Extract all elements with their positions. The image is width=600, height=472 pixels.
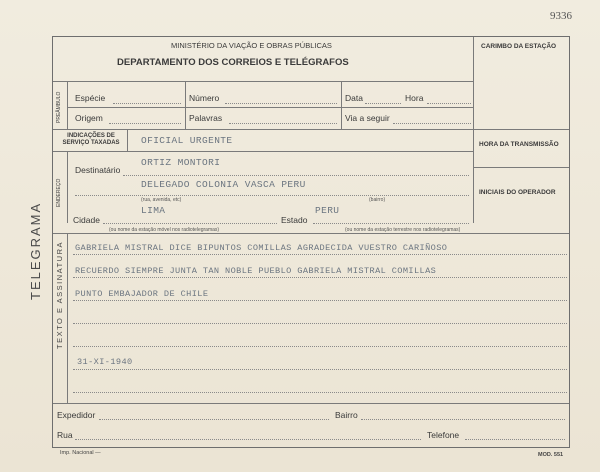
- text-top-rule: [53, 233, 569, 234]
- text-rule-4: [73, 323, 567, 324]
- text-rule-6: [73, 369, 567, 370]
- cidade-label: Cidade: [73, 215, 100, 225]
- bairro-line: [361, 419, 565, 420]
- palavras-line: [229, 123, 337, 124]
- numero-line: [225, 103, 337, 104]
- archive-number: 9336: [550, 10, 572, 22]
- note-rua: (rua, avenida, etc): [141, 197, 182, 203]
- expedidor-line: [99, 419, 329, 420]
- origem-line: [109, 123, 181, 124]
- imprint: Imp. Nacional —: [60, 450, 101, 456]
- address-line-2: [75, 195, 469, 196]
- service-label-divider: [127, 129, 128, 151]
- preamble-col-divider-1: [185, 81, 186, 129]
- especie-label: Espécie: [75, 93, 106, 103]
- right-column-divider: [473, 37, 474, 223]
- department-title: DEPARTAMENTO DOS CORREIOS E TELÉGRAFOS: [117, 57, 349, 68]
- model-number: MOD. 551: [538, 452, 564, 458]
- destinatario-value: ORTIZ MONTORI: [141, 157, 221, 168]
- transmission-label: HORA DA TRANSMISSÃO: [479, 141, 559, 148]
- operator-label: INICIAIS DO OPERADOR: [479, 189, 556, 196]
- preamble-mid-rule: [67, 107, 473, 108]
- side-label-telegrama: TELEGRAMA: [28, 201, 43, 300]
- address-side-rule: [67, 151, 68, 223]
- hora-line: [427, 103, 471, 104]
- via-seguir-label: Via a seguir: [345, 113, 390, 123]
- text-rule-7: [73, 392, 567, 393]
- address-side-label: ENDEREÇO: [56, 178, 62, 207]
- form-frame: [52, 36, 570, 448]
- address-line-2-value: DELEGADO COLONIA VASCA PERU: [141, 179, 306, 190]
- stamp-box-label: CARIMBO DA ESTAÇÃO: [481, 43, 557, 50]
- numero-label: Número: [189, 93, 220, 103]
- origem-label: Origem: [75, 113, 103, 123]
- ministry-title: MINISTÉRIO DA VIAÇÃO E OBRAS PÚBLICAS: [171, 41, 332, 50]
- text-rule-2: [73, 277, 567, 278]
- estado-label: Estado: [281, 215, 308, 225]
- bairro-label: Bairro: [335, 410, 358, 420]
- preamble-side-rule: [67, 81, 68, 129]
- text-side-label: TEXTO E ASSINATURA: [55, 241, 64, 349]
- message-line-1: GABRIELA MISTRAL DICE BIPUNTOS COMILLAS AGRADECIDA VUESTRO CARIÑOSO: [75, 243, 448, 253]
- operator-box-rule: [473, 167, 569, 168]
- rua-line: [75, 439, 421, 440]
- estado-line: [313, 223, 469, 224]
- rua-label: Rua: [57, 430, 73, 440]
- expedidor-label: Expedidor: [57, 410, 96, 420]
- message-date: 31-XI-1940: [77, 357, 133, 367]
- address-top-rule: [53, 151, 473, 152]
- service-label: INDICAÇÕES DE SERVIÇO TAXADAS: [62, 133, 120, 146]
- city-value: LIMA: [141, 205, 166, 216]
- note-estado: (ou nome da estação terrestre nos radiotelegramas): [345, 227, 461, 233]
- destinatario-label: Destinatário: [75, 165, 121, 175]
- text-rule-5: [73, 346, 567, 347]
- text-side-rule: [67, 233, 68, 403]
- service-typed-value: OFICIAL URGENTE: [141, 135, 233, 146]
- text-rule-3: [73, 300, 567, 301]
- destinatario-line: [123, 175, 469, 176]
- hora-label: Hora: [405, 93, 424, 103]
- sender-top-rule: [53, 403, 569, 404]
- cidade-line: [103, 223, 277, 224]
- palavras-label: Palavras: [189, 113, 223, 123]
- service-top-rule: [53, 129, 569, 130]
- preamble-col-divider-2: [341, 81, 342, 129]
- data-line: [365, 103, 401, 104]
- message-line-2: RECUERDO SIEMPRE JUNTA TAN NOBLE PUEBLO GABRIELA MISTRAL COMILLAS: [75, 266, 437, 276]
- text-rule-1: [73, 254, 567, 255]
- note-cidade: (ou nome da estação móvel nos radiotelegramas): [109, 227, 220, 233]
- message-line-3: PUNTO EMBAJADOR DE CHILE: [75, 289, 209, 299]
- state-value: PERU: [315, 205, 340, 216]
- telefone-line: [465, 439, 565, 440]
- data-label: Data: [345, 93, 363, 103]
- preamble-top-rule: [53, 81, 473, 82]
- telefone-label: Telefone: [427, 430, 460, 440]
- note-bairro: (bairro): [369, 197, 386, 203]
- especie-line: [113, 103, 181, 104]
- preamble-side-label: PREÂMBULO: [56, 91, 62, 123]
- via-seguir-line: [393, 123, 471, 124]
